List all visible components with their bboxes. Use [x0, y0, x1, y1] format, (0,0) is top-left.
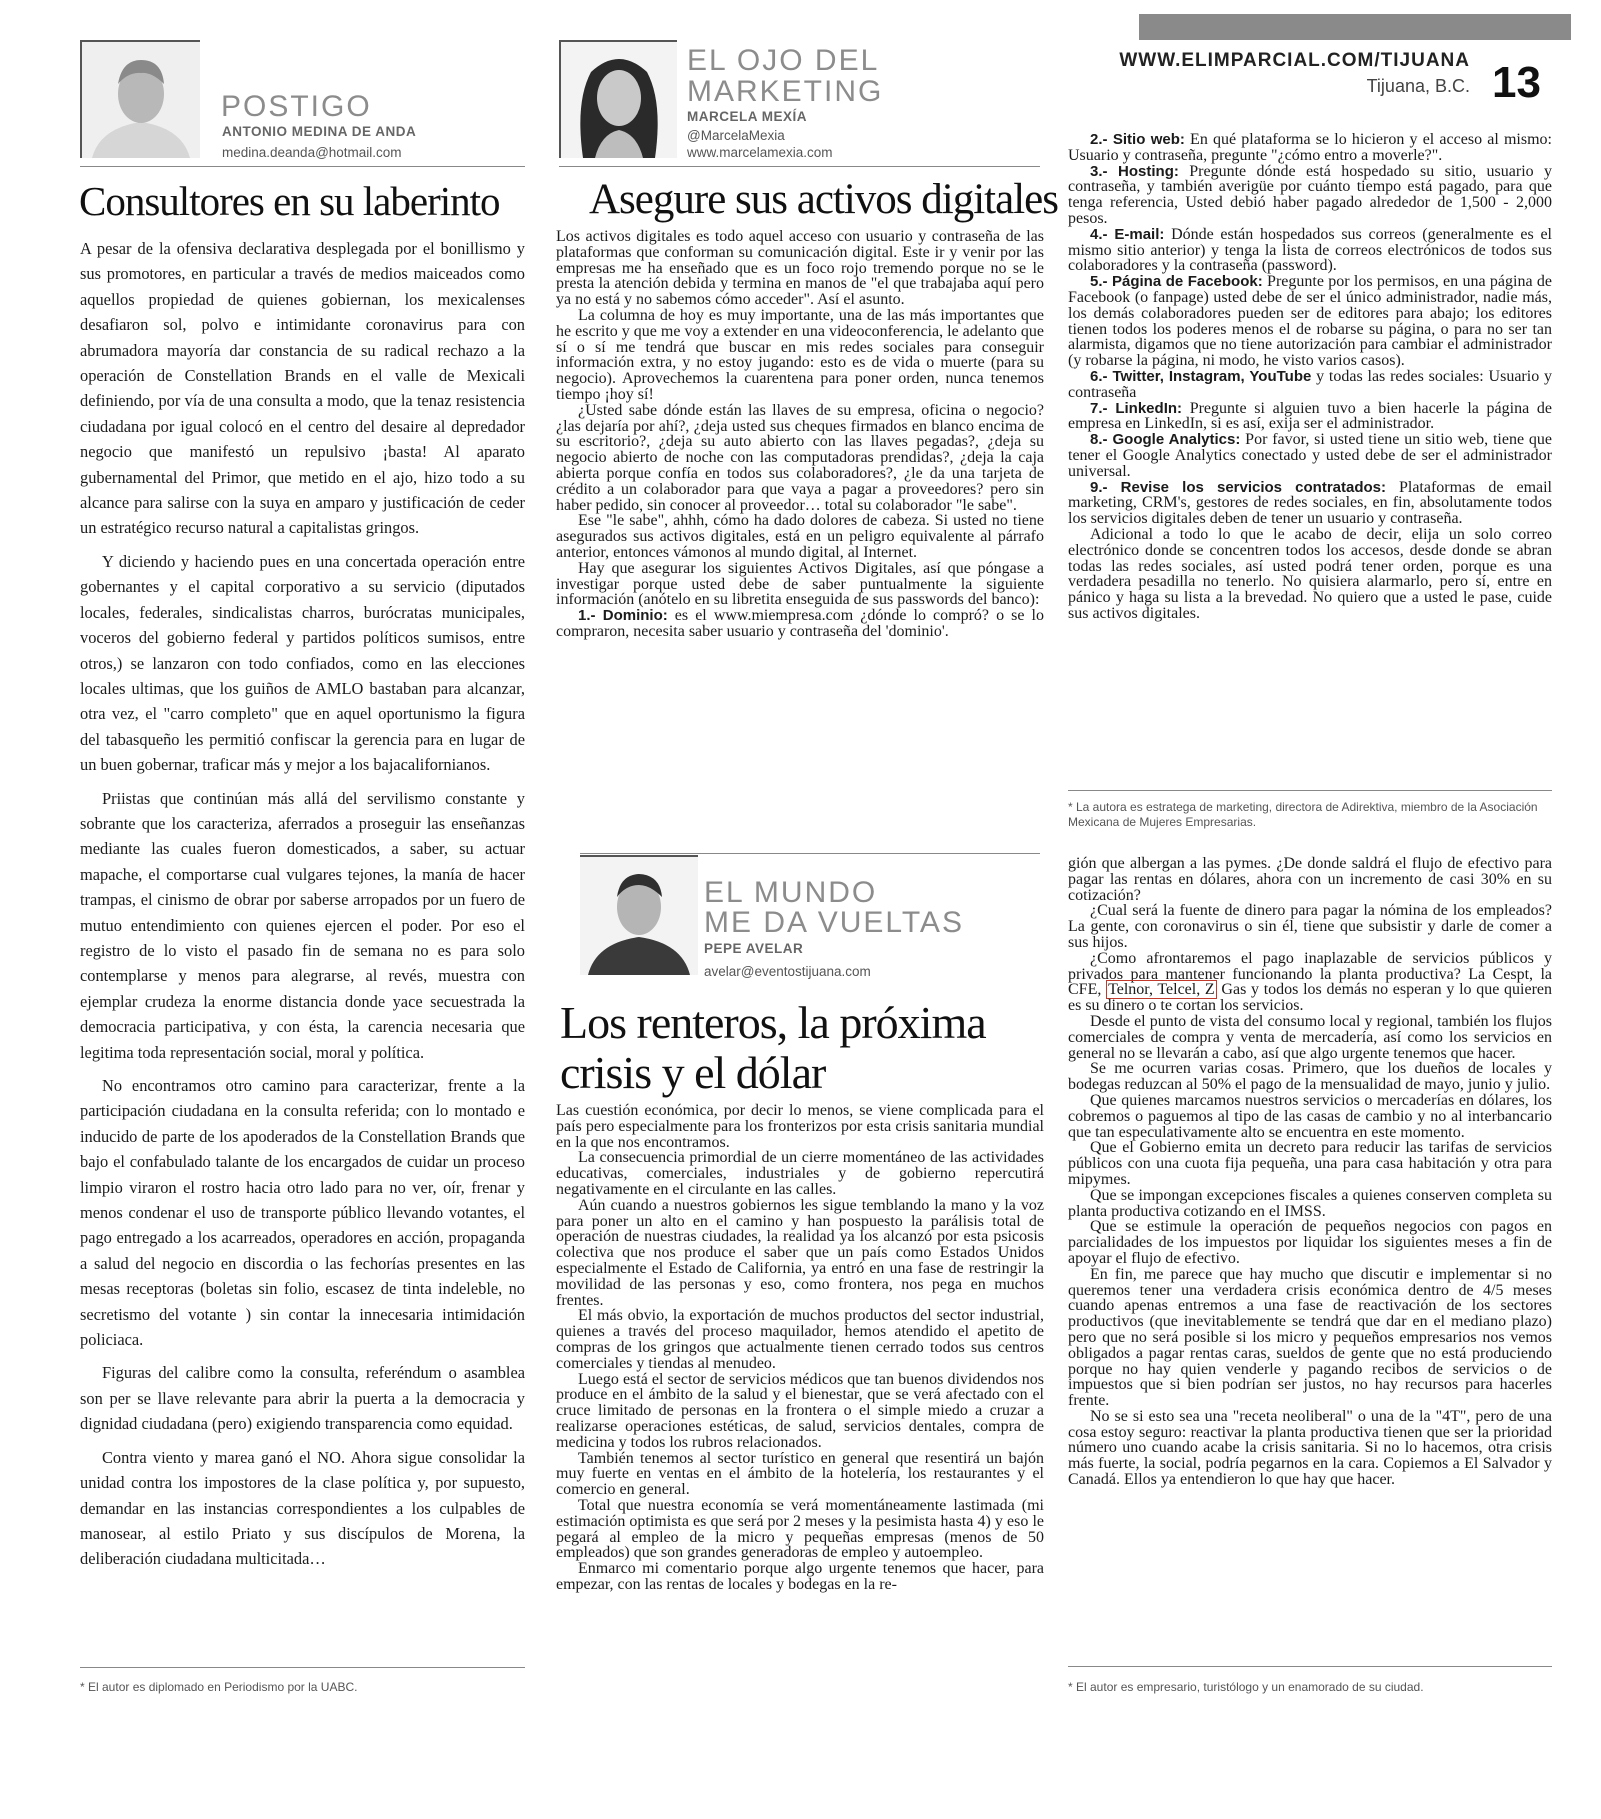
article-body-activos — [556, 229, 1044, 640]
author-email-avelar[interactable]: avelar@eventostijuana.com — [704, 964, 871, 979]
portrait-icon — [82, 42, 200, 158]
header-bar — [1139, 14, 1571, 40]
paragraph: Y diciendo y haciendo pues en una concertada operación entre gobernantes y el capital corporativo a su servicio (diputados locales, federales, sindicalistas charros, burócratas municipales, voceros del gobierno federal y partidos políticos sumisos, entre otros,) se lanzaron con todo confiados, como en las elecciones locales ultimas, que los guiños de AMLO bastaban para alcanzar, otra vez, el "carro completo" que en aquel oportunismo la figura del tabasqueño les permitió confiscar la gerencia para en lugar de un buen gobernar, traficar más y mejor a los bajacalifornianos. — [80, 551, 525, 775]
page-number: 13 — [1492, 58, 1541, 107]
list-item-label: 3.- Hosting: — [1090, 162, 1179, 180]
paragraph: Desde el punto de vista del consumo local y regional, también los flujos comerciales de compra y venta de mercadería, así como los servicios en general no se llevarán a cabo, así que algo urgente tenemos que hacer. — [1068, 1012, 1552, 1062]
list-item — [1068, 401, 1552, 433]
paragraph: Adicional a todo lo que le acabo de decir, elija un solo correo electrónico donde se concentren todos los accesos, desde donde se abran todas las redes sociales, así usted podrá tener orden, porque es una verdadera pesadilla no tenerlo. No quisiera alarmarlo, pero sí, entre en pánico y haga su lista a la brevedad. No quiero que a usted le pase, cuide sus activos digitales. — [1068, 525, 1552, 622]
paragraph: Que se estimule la operación de pequeños negocios con pagos en parcialidades de los impuestos por liquidar los siguientes meses a fin de apoyar el flujo de efectivo. — [1068, 1218, 1552, 1267]
footnote-divider — [80, 1667, 525, 1668]
list-item-text: Por favor, si usted tiene un sitio web, tiene que tener el Google Analytics conectado y usted debe de ser el administrador universal. — [1068, 431, 1553, 480]
list-item-label: 5.- Página de Facebook: — [1090, 273, 1263, 291]
paragraph-text: ¿Como afrontaremos el pago inaplazable de servicios públicos y privados para mantener funcionando la planta productiva? La Cespt, la CFE, — [1068, 949, 1552, 999]
paragraph: Enmarco mi comentario porque algo urgente tenemos que hacer, para empezar, con las rentas de locales y bodegas en la re- — [556, 1560, 1044, 1593]
paragraph: No se si esto sea una "receta neoliberal" o una de la "4T", pero de una cosa estoy seguro: reactivar la planta productiva tienen que ser la prioridad número uno cuando acabe la crisis sanitaria. Si no lo hacemos, otra crisis más fuerte, la social, podría pegarnos en la cara. Copiemos a El Salvador y Canadá. Ellos ya entendieron lo que hay que hacer. — [1068, 1407, 1552, 1489]
city-label: Tijuana, B.C. — [1366, 76, 1470, 96]
paragraph: Total que nuestra economía se verá momentáneamente lastimada (mi estimación optimista es que será por 2 meses y la pesimista hasta 4) y eso le pegará al empleo de la micro y pequeñas empresas (menos de 50 empleados) que son grandes generadoras de empleo y autoempleo. — [556, 1496, 1044, 1562]
paragraph-text: Gas y todos los demás no esperan y lo que quieren es su dinero o te cortan los servicios. — [1068, 981, 1553, 1015]
paragraph: Hay que asegurar los siguientes Activos Digitales, así que póngase a investigar porque usted debe de saber puntualmente la siguiente información (anótelo en su libretita enseguida de sus passwords del banco): — [556, 559, 1044, 609]
paragraph: No encontramos otro camino para caracterizar, frente a la participación ciudadana en la consulta referida; con lo montado e inducido de parte de los apoderados de la Constellation Brands que bajo el confabulado talante de los encargados de cuidar un proceso limpio viraron el rostro hacia otro lado para no ver, oír, frenar y menos condenar el uso de transporte público llevando votantes, el pago entregado a los acarreados, operadores en acción, propaganda a salud del negocio en discordia o las fechorías presentes en las mesas receptoras (boletas sin folio, escasez de tinta indeleble, no secretismo del votante ) sin contar la innecesaria intimidación policiaca. — [80, 1076, 525, 1350]
list-item-text: y todas las redes sociales: Usuario y contraseña — [1068, 367, 1552, 401]
list-item-label: 9.- Revise los servicios contratados: — [1090, 478, 1387, 496]
paragraph: Se me ocurren varias cosas. Primero, que los dueños de locales y bodegas reduzcan al 50% el pago de la mensualidad de mayo, junio y julio. — [1068, 1060, 1552, 1094]
paragraph: ¿Usted sabe dónde están las llaves de su empresa, oficina o negocio? ¿las dejaría por ahí?, ¿deja usted sus cheques firmados en blanco encima de su escritorio?, ¿deja su auto abierto con las llaves pegadas?, ¿deja su negocio abierto de noche con las computadoras prendidas?, ¿deja la caja abierta porque confía en todos sus colaboradores?, ¿le da una tarjeta de crédito a un colaborador para que vaya a pagar a proveedores? pero sin haber pedido, sin conocer al proveedor… total su colaborador "le sabe". — [556, 401, 1044, 514]
headline-renteros-line2: crisis y el dólar — [560, 1047, 826, 1098]
paragraph: Que quienes marcamos nuestros servicios o mercaderías en dólares, los cobremos o paguemos al tipo de las casas de cambio y no al interbancario que tan especulativamente alto se encuentra en este momento. — [1068, 1091, 1552, 1141]
list-item-text: Pregunte dónde está hospedado su sitio, usuario y contraseña, y también averigüe por cuánto tiempo está pagado, para que tenga referencia, Usted debió haber pagado alrededor de 1,500 - 2,000 pesos. — [1068, 162, 1553, 227]
list-item — [1068, 480, 1552, 527]
divider — [559, 166, 1040, 167]
paragraph: Que el Gobierno emita un decreto para reducir las tarifas de servicios públicos con una cuota fija pequeña, una para casa habitación y otra para mipymes. — [1068, 1139, 1552, 1188]
column-kicker-mundo-2: ME DA VUELTAS — [704, 906, 964, 939]
author-website-mexia[interactable]: www.marcelamexia.com — [687, 145, 833, 160]
author-name-mexia: MARCELA MEXÍA — [687, 109, 807, 124]
footnote-divider — [1068, 1666, 1552, 1667]
paragraph: Figuras del calibre como la consulta, referéndum o asamblea son per se llave relevante para abrir la puerta a la democracia y dignidad ciudadana (pero) exigiendo transparencia como equidad. — [80, 1363, 525, 1434]
article-body-renteros-continued — [1068, 856, 1552, 1488]
footnote-medina: * El autor es diplomado en Periodismo por la UABC. — [80, 1680, 358, 1694]
list-item-text: En qué plataforma se lo hicieron y el acceso al mismo: Usuario y contraseña, pregunte "¿cómo entro a moverle?". — [1068, 131, 1552, 164]
list-item-label: 4.- E-mail: — [1090, 225, 1165, 243]
list-item-text: es el www.miempresa.com ¿dónde lo compró? o se lo compraron, necesita saber usuario y contraseña del 'dominio'. — [556, 607, 1044, 640]
list-item-label: 2.- Sitio web: — [1090, 131, 1185, 148]
footnote-mexia: * La autora es estratega de marketing, directora de Adirektiva, miembro de la Asociación Mexicana de Mujeres Empresarias. — [1068, 800, 1538, 829]
paragraph: También tenemos al sector turístico en general que resentirá un bajón muy fuerte en ventas en el ámbito de la hotelería, los restaurantes y el comercio en general. — [556, 1449, 1044, 1499]
list-item — [1068, 274, 1552, 369]
author-photo-avelar — [580, 855, 698, 975]
divider — [580, 853, 1040, 854]
list-item — [1068, 164, 1552, 227]
article-body-activos-continued — [1068, 132, 1552, 622]
list-item — [1068, 227, 1552, 274]
portrait-icon — [561, 42, 677, 158]
divider — [80, 166, 525, 167]
highlighted-companies: Telnor, Telcel, Z — [1108, 981, 1215, 999]
column-kicker-marketing-2: MARKETING — [687, 75, 884, 108]
paragraph: La columna de hoy es muy importante, una de las más importantes que he escrito y que me voy a extender en una videoconferencia, le adelanto que sí o sí me tendrá que buscar en mis redes sociales para conseguir información extra, y no estoy jugando: esto es de vida o muerte (para su negocio). Aprovechemos la cuarentena para poner orden, nunca tenemos tiempo ¡hoy sí! — [556, 306, 1044, 403]
site-url[interactable]: WWW.ELIMPARCIAL.COM/TIJUANA — [1119, 50, 1470, 71]
author-email-medina[interactable]: medina.deanda@hotmail.com — [222, 145, 402, 160]
list-item-text: Plataformas de email marketing, CRM's, gestores de redes sociales, en fin, absolutamente todos los servicios digitales deben de tener un usuario y contraseña. — [1068, 478, 1553, 528]
list-item-label: 1.- Dominio: — [578, 607, 668, 625]
paragraph: A pesar de la ofensiva declarativa desplegada por el bonillismo y sus promotores, en particular a través de medios maiceados como aquellos propiedad de quienes gobiernan, los mexicalenses desafiaron sol, polvo e intimidante coronavirus para con abrumadora mayoría dar constancia de su radical rechazo a la operación de Constellation Brands en el valle de Mexicali definiendo, por vía de una consulta a modo, que la tenaz resistencia ciudadana por igual colocó en el centro del desaire al depredador negocio que manifestó un repulsivo ¡basta! Al aparato gubernamental del Primor, que metido en el ajo, hizo todo a su alcance para salirse con la suya en amparo y justificación de ceder un estratégico recurso natural a capitalistas gringos. — [80, 239, 525, 538]
list-item — [1068, 132, 1552, 164]
list-item-label: 6.- Twitter, Instagram, YouTube — [1090, 367, 1312, 385]
list-item — [556, 608, 1044, 640]
author-photo-mexia — [559, 40, 677, 158]
paragraph: Priistas que continúan más allá del servilismo constante y sobrante que los caracteriza, aferrados a proseguir las enseñanzas mediante las cuales fueron domesticados, a saber, su actuar mapache, el comportarse cual vulgares tejones, la manía de hacer trampas, el cinismo de obrar por saberse arropados por un fuero de mutuo entendimiento con quienes ejercen el poder. Por eso el registro de lo visto el pasado fin de semana no es para solo contemplarse y menos para alegrarse, al revés, muestra con ejemplar crudeza la enorme distancia donde yace secuestrada la democracia participativa, y con ésta, la carencia necesaria que legitima toda representación social, moral y política. — [80, 788, 525, 1062]
author-name-avelar: PEPE AVELAR — [704, 941, 804, 956]
paragraph: En fin, me parece que hay mucho que discutir e implementar si no queremos tener una verdadera crisis económica dentro de 4/5 meses cuando apenas entremos a una fase de reactivación de los sectores productivos (que inevitablemente se tendrá que dar en el mediano plazo) pero que no será posible si los micro y pequeños empresarios nos vemos obligados a pagar rentas caras, sueldos de gente que no está produciendo porque no hay quien venderle y pagando recibos de servicios o de impuestos que si bien podrían ser justos, no hay recursos para hacerles frente. — [1068, 1265, 1552, 1410]
paragraph: La consecuencia primordial de un cierre momentáneo de las actividades educativas, comerciales, industriales y de gobierno repercutirá negativamente en el circulante en las calles. — [556, 1149, 1044, 1198]
paragraph: Aún cuando a nuestros gobiernos les sigue temblando la mano y la voz para poner un alto en el camino y han pospuesto la parálisis total de operación de nuestras ciudades, la realidad ya los alcanzó por esta psicosis colectiva que nos produce el saber que un país como Estados Unidos especialmente el Estado de California, ya entró en una fase de restringir la movilidad de las personas y eso, como frontera, nos pega en muchos frentes. — [556, 1196, 1044, 1309]
paragraph: Los activos digitales es todo aquel acceso con usuario y contraseña de las plataformas que conforman su comunicación digital. Este ir y venir por las empresas me ha enseñado que es un foco rojo tremendo porque no se le presta la atención debida y termina en manos de "el que trabajaba aquí pero ya no está y no sabemos cómo acceder". Así el asunto. — [556, 228, 1044, 309]
column-kicker-postigo: POSTIGO — [221, 90, 372, 123]
list-item — [1068, 369, 1552, 401]
list-item-text: Pregunte por los permisos, en una página de Facebook (o fanpage) usted debe de ser el único administrador, nadie más, los demás colaboradores pueden ser de editores para abajo; los editores tienen todos los poderes menos el de robarse su página, o para no ser tan alarmista, digamos que no tiene autorización para cambiar el administrador (y robarse la página, ni modo, he visto varios casos). — [1068, 273, 1552, 370]
list-item-label: 7.- LinkedIn: — [1090, 399, 1183, 417]
author-photo-medina — [80, 40, 200, 158]
paragraph: Luego está el sector de servicios médicos que tan buenos dividendos nos produce en el ámbito de la salud y el bienestar, que se verá afectado con el cruce limitado de personas en la frontera o el simple miedo a cruzar a realizarse operaciones estéticas, de salud, servicios dentales, compra de medicina y todos los rubros relacionados. — [556, 1370, 1044, 1451]
footnote-avelar: * El autor es empresario, turistólogo y un enamorado de su ciudad. — [1068, 1680, 1424, 1694]
paragraph: gión que albergan a las pymes. ¿De donde saldrá el flujo de efectivo para pagar las rentas en dólares, ahora con un incremento de casi 30% en su cotización? — [1068, 855, 1552, 904]
paragraph: Contra viento y marea ganó el NO. Ahora sigue consolidar la unidad contra los impostores de la clase política y, por supuesto, demandar en las instancias correspondientes a los culpables de manosear, al estilo Priato y sus discípulos de Morena, la deliberación ciudadana multicitada… — [80, 1447, 525, 1569]
list-item-text: Dónde están hospedados sus correos (generalmente es el mismo sitio anterior) y tenga la lista de correos electrónicos de todos sus colaboradores y la contraseña (password). — [1068, 225, 1552, 275]
headline-consultores: Consultores en su laberinto — [79, 178, 500, 224]
paragraph: El más obvio, la exportación de muchos productos del sector industrial, quienes a través del proceso maquilador, hemos atendido el apetito de compras de los gringos que actualmente tienen cerrado todos sus centros comerciales y tiendas al menudeo. — [556, 1307, 1044, 1372]
column-kicker-marketing-1: EL OJO DEL — [687, 44, 880, 77]
paragraph: ¿Cual será la fuente de dinero para pagar la nómina de los empleados? La gente, con coronavirus o sin él, tiene que subsistir y darle de comer a sus hijos. — [1068, 902, 1552, 951]
paragraph — [1068, 951, 1552, 1014]
list-item-label: 8.- Google Analytics: — [1090, 431, 1241, 449]
paragraph: Las cuestión económica, por decir lo menos, se viene complicada para el país pero especialmente para los fronterizos por esta crisis sanitaria mundial en la que nos encontramos. — [556, 1102, 1044, 1151]
paragraph: Que se impongan excepciones fiscales a quienes conserven completa su planta productiva cotizando en el IMSS. — [1068, 1186, 1552, 1220]
column-kicker-mundo-1: EL MUNDO — [704, 876, 878, 909]
headline-activos: Asegure sus activos digitales — [589, 176, 1058, 223]
list-item-text: Pregunte si alguien tuvo a bien hacerle la página de empresa en LinkedIn, si es así, exija ser el administrador. — [1068, 399, 1552, 433]
author-handle-mexia[interactable]: @MarcelaMexia — [687, 128, 785, 143]
author-name-medina: ANTONIO MEDINA DE ANDA — [222, 124, 417, 139]
footnote-divider — [1068, 790, 1552, 791]
paragraph: Ese "le sabe", ahhh, cómo ha dado dolores de cabeza. Si usted no tiene asegurados sus activos digitales, está en un peligro equivalente al párrafo anterior, entonces vámonos al mundo digital, al Internet. — [556, 512, 1044, 561]
headline-renteros-line1: Los renteros, la próxima — [560, 997, 986, 1048]
article-body-consultores — [80, 236, 525, 1580]
portrait-icon — [580, 857, 698, 975]
article-body-renteros — [556, 1103, 1044, 1593]
list-item — [1068, 432, 1552, 479]
